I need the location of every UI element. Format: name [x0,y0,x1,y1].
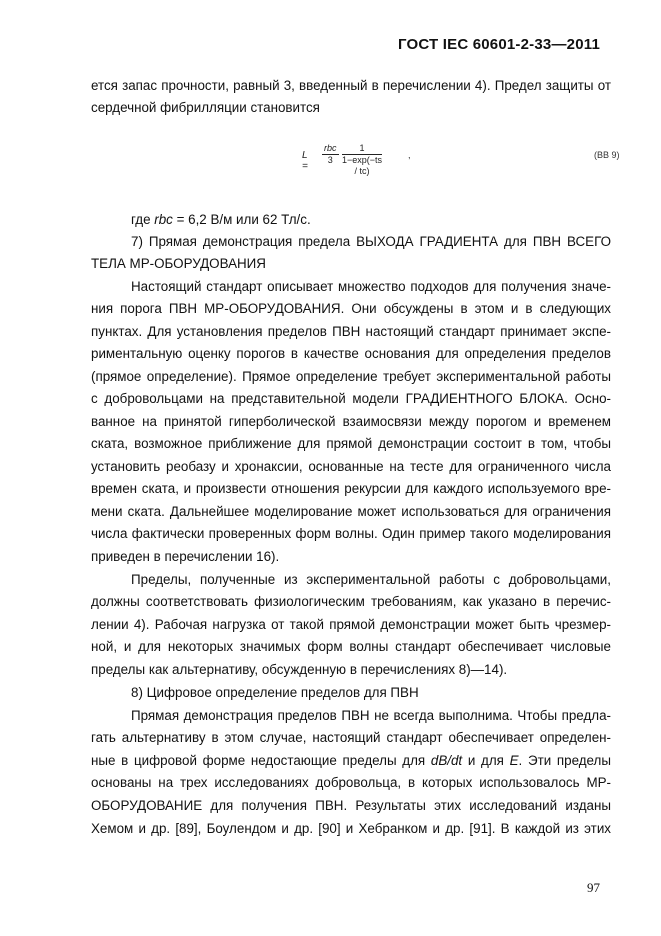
text-line: ОБОРУДОВАНИЕ для получения ПВН. Результаты этих исследований изданы [91,798,611,813]
text-line: риментальную оценку порогов в качестве основания для определения пределов [91,346,611,361]
text-line: Хемом и др. [89], Боулендом и др. [90] и Хебранком и др. [91]. В каждой из этих [91,821,611,836]
text-line: Пределы, полученные из экспериментальной работы с добровольцами, [131,572,611,587]
fraction-1-numerator: rbc [324,143,337,153]
section-heading-7-cont: ТЕЛА МР-ОБОРУДОВАНИЯ [91,256,266,271]
text-line: пределы как альтернативу, обсужденную в перечислениях 8)—14). [91,662,508,677]
equation-number: (BB 9) [594,150,620,160]
text-line: (прямое определение). Прямое определение требует экспериментальной работы [91,369,611,384]
text-line: ния порога ПВН МР-ОБОРУДОВАНИЯ. Они обсуждены в этом и в следующих [91,301,611,316]
fraction-2-denominator: 1−exp(−ts / tc) [342,155,383,176]
formula-tail: , [408,150,411,160]
text-line: с добровольцами на представительной модели ГРАДИЕНТНОГО БЛОКА. Осно- [91,391,611,406]
text-line: сердечной фибрилляции становится [91,100,320,115]
fraction-2-numerator: 1 [342,143,382,155]
text-line: ванное на принятой гиперболической взаимосвязи между порогом и временем [91,414,611,429]
text-line: должны соответствовать физиологическим требованиям, как указано в перечис- [91,594,611,609]
section-heading-8: 8) Цифровое определение пределов для ПВН [131,685,419,700]
formula-lhs: L = [302,150,308,172]
formula-fraction-1 [322,143,339,166]
text-line: где rbc = 6,2 В/м или 62 Тл/с. [131,212,311,227]
text-line: ные в цифровой форме недостающие пределы для dB/dt и для E. Эти пределы [91,753,611,768]
formula-fraction-2 [342,143,382,177]
text-line: Настоящий стандарт описывает множество подходов для получения значе- [131,279,611,294]
text-line: числа фактически проверенных форм волны. Один пример такого моделирования [91,526,611,541]
text-line: ной, и для некоторых значимых форм волны стандарт обеспечивает числовые [91,639,611,654]
text-line: ската, возможное приближение для прямой демонстрации состоит в том, чтобы [91,436,611,451]
document-code-header: ГОСТ IEC 60601-2-33—2011 [397,36,600,53]
text-line: времен ската, и произвести отношения рекурсии для каждого используемого вре- [91,481,611,496]
page-number: 97 [587,880,600,895]
text-line: мени ската. Дальнейшее моделирование может использоваться для ограничения [91,504,611,519]
text-line: основаны на трех исследованиях добровольца, в которых использовалось МР- [91,775,611,790]
text-line: лении 4). Рабочая нагрузка от такой прямой демонстрации может быть чрезмер- [91,617,611,632]
text-line: гать альтернативу в этом случае, настоящий стандарт обеспечивает определен- [91,730,611,745]
text-line: приведен в перечислении 16). [91,549,280,564]
text-line: ется запас прочности, равный 3, введенный в перечислении 4). Предел защиты от [91,78,611,93]
section-heading-7: 7) Прямая демонстрация предела ВЫХОДА ГРАДИЕНТА для ПВН ВСЕГО [131,234,611,249]
fraction-1-denominator: 3 [327,155,333,165]
text-line: пунктах. Для установления пределов ПВН настоящий стандарт принимает экспе- [91,324,611,339]
text-line: установить реобазу и хронаксии, основанные на тесте для ограниченного числа [91,459,611,474]
text-line: Прямая демонстрация пределов ПВН не всегда выполнима. Чтобы предла- [131,708,611,723]
